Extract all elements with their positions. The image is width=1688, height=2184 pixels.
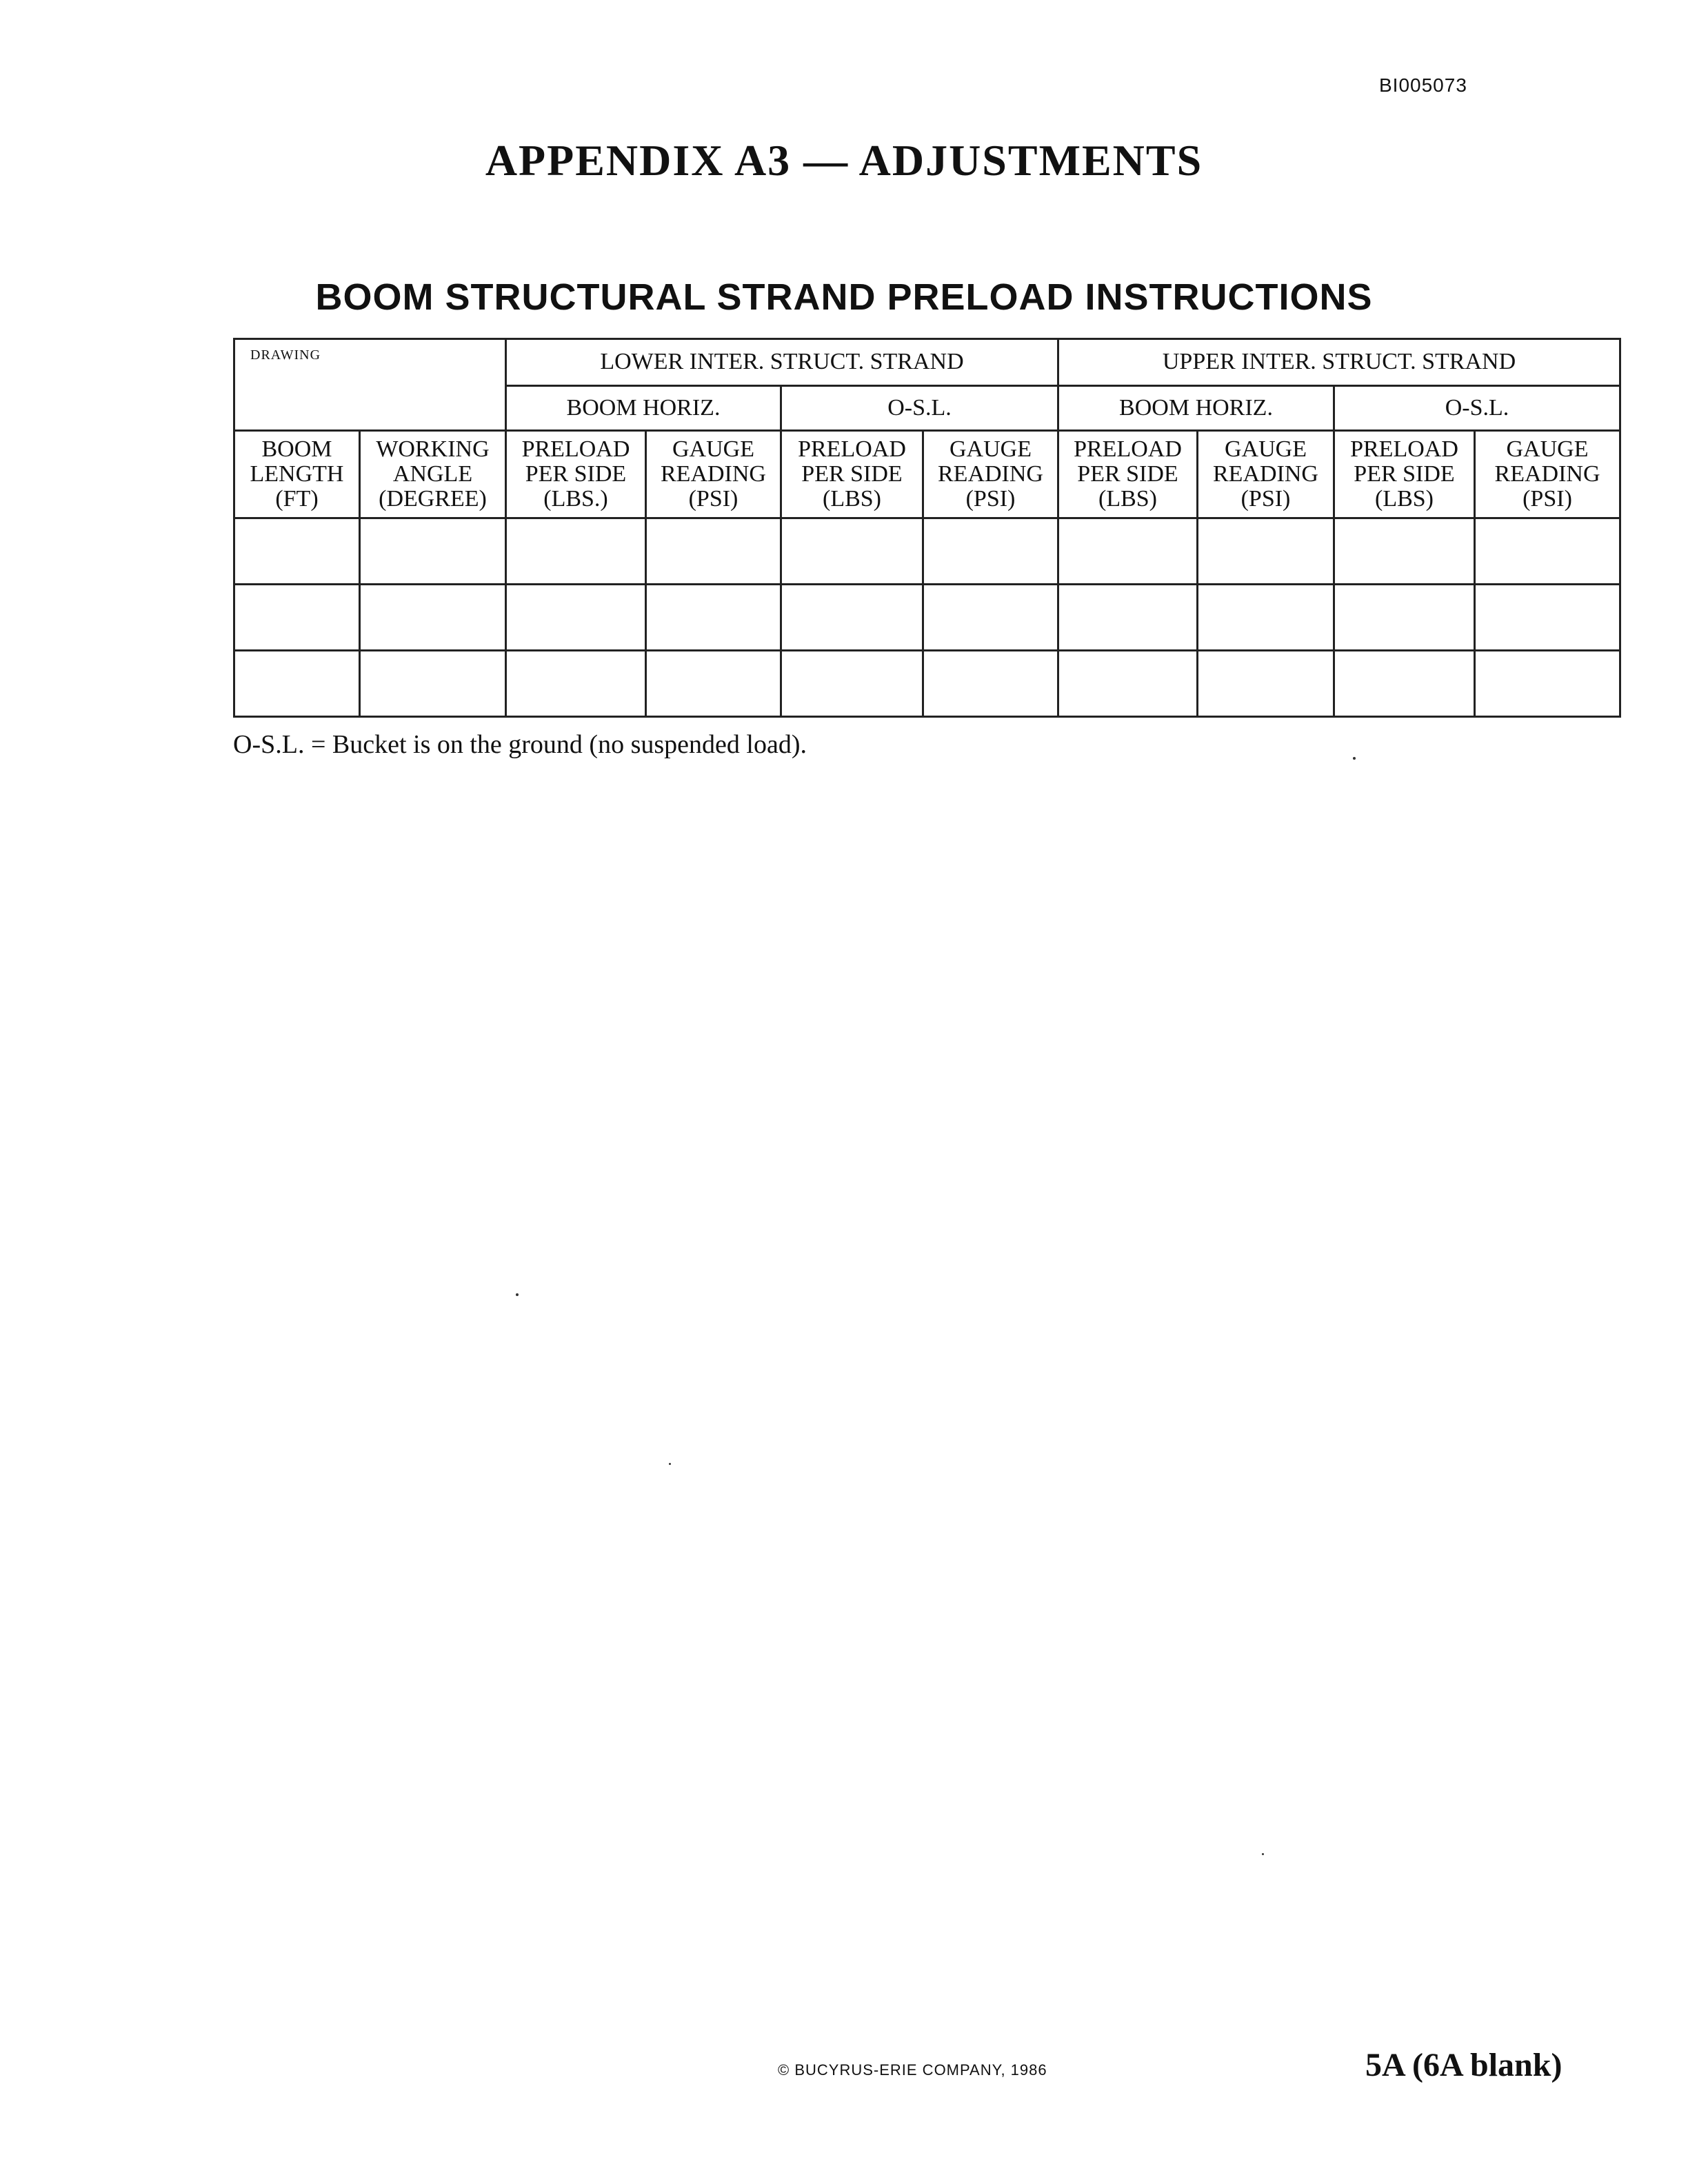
scan-speck — [1353, 757, 1356, 760]
table-cell[interactable] — [506, 585, 646, 651]
col-lower-osl-gauge: GAUGE READING (PSI) — [923, 431, 1058, 518]
table-row — [234, 585, 1620, 651]
table-cell[interactable] — [1058, 651, 1198, 717]
document-id: BI005073 — [1379, 74, 1467, 96]
header-upper-inter-struct-strand: UPPER INTER. STRUCT. STRAND — [1058, 339, 1620, 386]
table-cell[interactable] — [923, 585, 1058, 651]
table-cell[interactable] — [234, 651, 360, 717]
copyright-notice: © BUCYRUS-ERIE COMPANY, 1986 — [778, 2061, 1047, 2079]
table-cell[interactable] — [923, 518, 1058, 585]
appendix-title: APPENDIX A3 — ADJUSTMENTS — [485, 136, 1203, 185]
col-working-angle: WORKING ANGLE (DEGREE) — [360, 431, 506, 518]
table-cell[interactable] — [506, 651, 646, 717]
header-lower-inter-struct-strand: LOWER INTER. STRUCT. STRAND — [506, 339, 1058, 386]
table-cell[interactable] — [646, 585, 781, 651]
table-cell[interactable] — [234, 585, 360, 651]
page-number: 5A (6A blank) — [1365, 2047, 1563, 2083]
col-lower-osl-preload: PRELOAD PER SIDE (LBS) — [781, 431, 923, 518]
col-lower-horiz-gauge: GAUGE READING (PSI) — [646, 431, 781, 518]
table-cell[interactable] — [646, 518, 781, 585]
osl-footnote: O-S.L. = Bucket is on the ground (no suspended load). — [233, 730, 807, 759]
table-cell[interactable] — [1475, 518, 1620, 585]
table-cell[interactable] — [1198, 518, 1334, 585]
table-cell[interactable] — [234, 518, 360, 585]
col-upper-osl-preload: PRELOAD PER SIDE (LBS) — [1334, 431, 1475, 518]
header-lower-boom-horiz: BOOM HORIZ. — [506, 385, 781, 431]
table-cell[interactable] — [1334, 651, 1475, 717]
header-upper-osl: O-S.L. — [1334, 385, 1620, 431]
preload-table — [233, 338, 1621, 718]
table-cell[interactable] — [923, 651, 1058, 717]
table-cell[interactable] — [1334, 518, 1475, 585]
table-cell[interactable] — [360, 585, 506, 651]
header-lower-osl: O-S.L. — [781, 385, 1058, 431]
table-row — [234, 651, 1620, 717]
col-upper-horiz-preload: PRELOAD PER SIDE (LBS) — [1058, 431, 1198, 518]
table-group-header-row — [234, 339, 1620, 386]
table-cell[interactable] — [646, 651, 781, 717]
section-title: BOOM STRUCTURAL STRAND PRELOAD INSTRUCTIONS — [315, 276, 1373, 318]
table-cell[interactable] — [1058, 585, 1198, 651]
scan-speck — [516, 1293, 519, 1296]
table-cell[interactable] — [781, 585, 923, 651]
col-lower-horiz-preload: PRELOAD PER SIDE (LBS.) — [506, 431, 646, 518]
col-upper-horiz-gauge: GAUGE READING (PSI) — [1198, 431, 1334, 518]
header-upper-boom-horiz: BOOM HORIZ. — [1058, 385, 1334, 431]
table-cell[interactable] — [1198, 651, 1334, 717]
table-column-header-row — [234, 431, 1620, 518]
table-cell[interactable] — [781, 651, 923, 717]
table-cell[interactable] — [506, 518, 646, 585]
table-cell[interactable] — [360, 518, 506, 585]
table-row — [234, 518, 1620, 585]
drawing-label: DRAWING — [250, 347, 321, 363]
col-boom-length: BOOM LENGTH (FT) — [234, 431, 360, 518]
table-cell[interactable] — [1198, 585, 1334, 651]
scan-speck — [1262, 1853, 1264, 1855]
table-cell[interactable] — [360, 651, 506, 717]
table-cell[interactable] — [1475, 585, 1620, 651]
table-cell[interactable] — [781, 518, 923, 585]
table-cell[interactable] — [1334, 585, 1475, 651]
drawing-cell — [234, 339, 506, 431]
scan-speck — [669, 1463, 671, 1465]
table-cell[interactable] — [1058, 518, 1198, 585]
col-upper-osl-gauge: GAUGE READING (PSI) — [1475, 431, 1620, 518]
table-cell[interactable] — [1475, 651, 1620, 717]
